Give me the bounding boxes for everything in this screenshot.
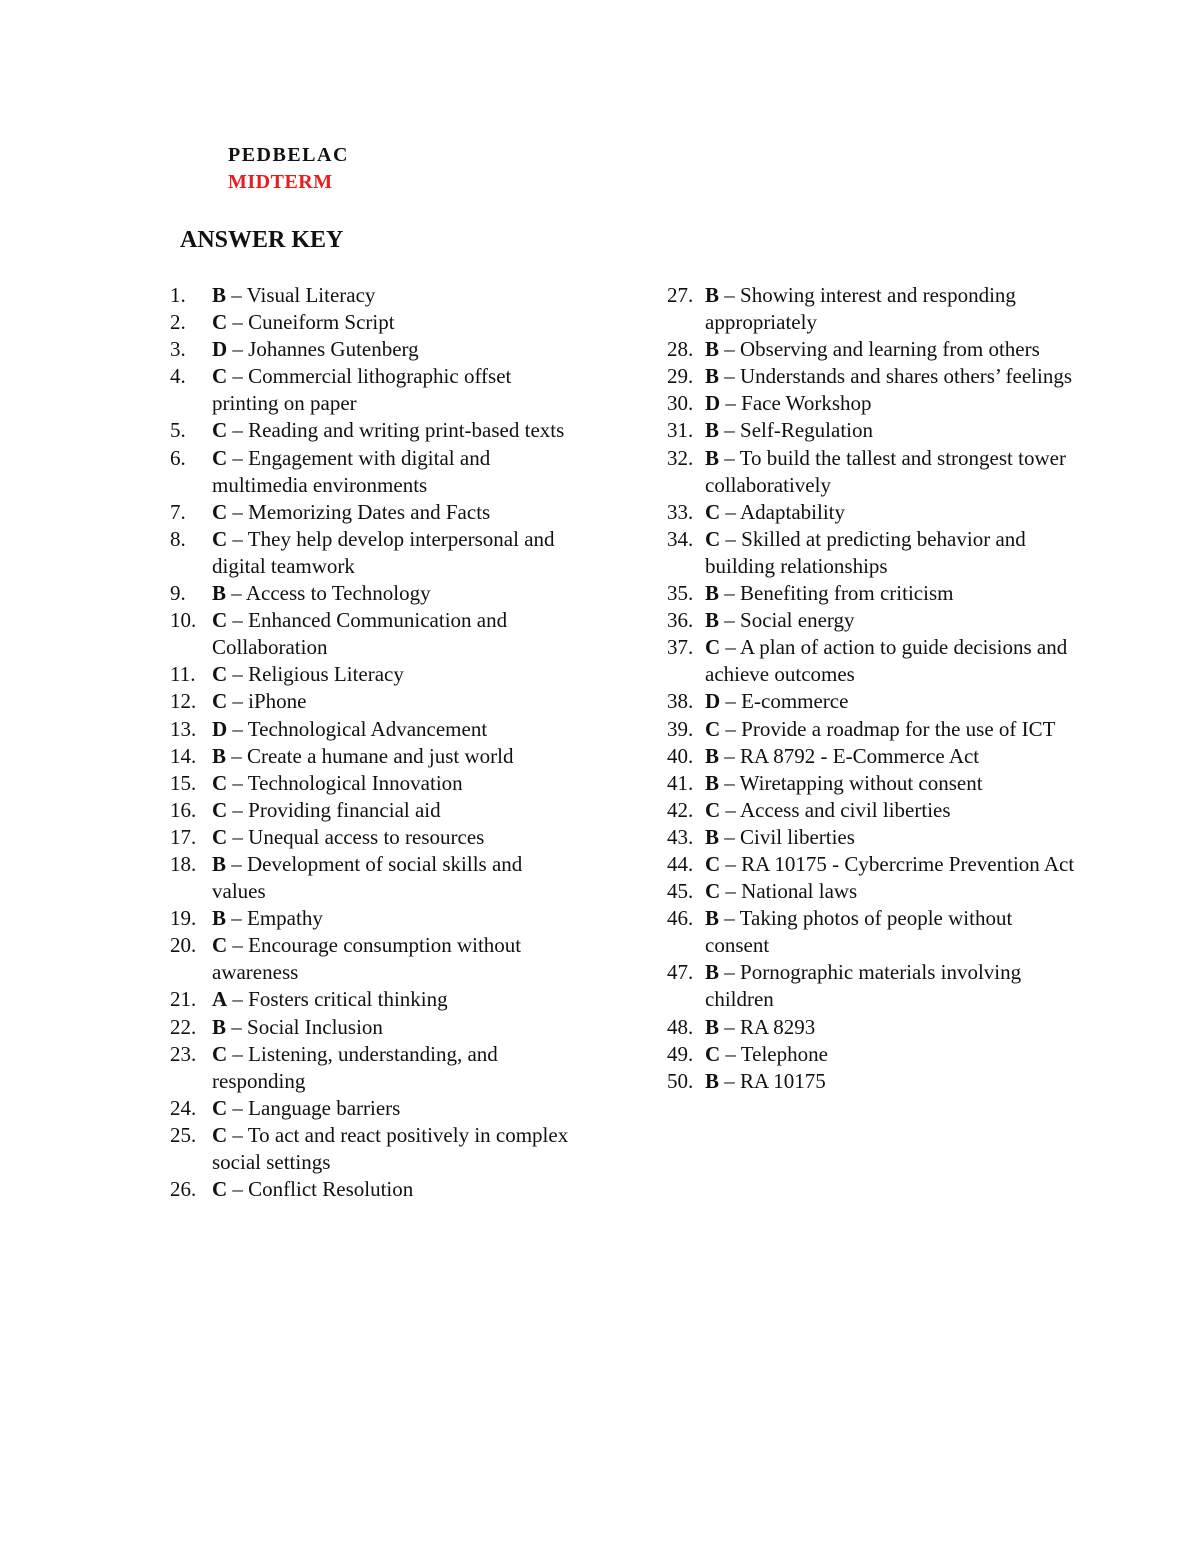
answer-text: – Civil liberties [719,824,855,849]
answer-letter: C [212,1122,228,1147]
answer-number: 49. [667,1041,694,1066]
answer-text: – RA 10175 - Cybercrime Prevention Act [720,851,1075,876]
exam-type: MIDTERM [228,171,333,193]
answer-text: – Reading and writing print-based texts [227,418,565,443]
answer-entry [212,688,580,715]
answer-letter: C [212,608,228,633]
answer-number: 22. [170,1014,197,1039]
answer-entry [212,797,580,824]
answer-text: – Access to Technology [226,581,431,606]
answer-entry [212,499,580,526]
answer-entry [705,417,1077,444]
answer-item [170,526,580,580]
answer-item [170,1041,580,1095]
answer-number: 4. [170,364,186,389]
answer-item [667,878,1077,905]
answer-letter: C [212,364,228,389]
answer-number: 48. [667,1014,694,1039]
answer-item [170,309,580,336]
answer-text: – RA 8293 [719,1014,816,1039]
answer-letter: C [705,797,721,822]
page-title: ANSWER KEY [180,227,344,253]
answer-entry [212,1014,580,1041]
answer-number: 20. [170,933,197,958]
answer-entry [705,336,1077,363]
answer-text: – Create a humane and just world [226,743,514,768]
answer-text: – Fosters critical thinking [227,987,448,1012]
answer-number: 5. [170,418,186,443]
answer-item [667,526,1077,580]
answer-entry [212,445,580,499]
answer-entry [705,716,1077,743]
answer-number: 46. [667,906,694,931]
answer-text: – Engagement with digital and multimedia environments [212,445,491,497]
answer-number: 23. [170,1041,197,1066]
answer-item [667,770,1077,797]
answer-number: 34. [667,526,694,551]
answer-letter: C [705,635,721,660]
answer-text: – Observing and learning from others [719,337,1040,362]
answer-item [170,580,580,607]
answer-text: – Technological Advancement [227,716,488,741]
answer-item [667,634,1077,688]
answer-item [667,716,1077,743]
answer-item [170,688,580,715]
answer-entry [705,282,1077,336]
answer-number: 39. [667,716,694,741]
answer-text: – To act and react positively in complex social settings [212,1122,569,1174]
answer-item [667,580,1077,607]
answer-letter: C [705,879,721,904]
answer-number: 38. [667,689,694,714]
answer-text: – Social Inclusion [226,1014,383,1039]
answer-letter: B [212,851,227,876]
answer-number: 44. [667,851,694,876]
answer-letter: D [705,689,721,714]
answer-number: 27. [667,283,694,307]
answer-number: 10. [170,608,197,633]
answer-number: 18. [170,851,197,876]
answer-letter: C [212,1041,228,1066]
answer-entry [212,282,580,309]
answer-item [170,851,580,905]
answer-item [170,363,580,417]
answer-letter: C [212,770,228,795]
answer-number: 42. [667,797,694,822]
answer-item [667,1041,1077,1068]
answer-text: – Self-Regulation [719,418,873,443]
answer-text: – iPhone [227,689,307,714]
answer-letter: B [705,1014,720,1039]
answer-number: 11. [170,662,196,687]
answer-text: – Wiretapping without consent [719,770,983,795]
answer-item [667,688,1077,715]
answer-item [667,336,1077,363]
answer-letter: C [212,1177,228,1202]
answer-letter: C [705,716,721,741]
answer-letter: C [705,1041,721,1066]
answer-text: – E-commerce [720,689,849,714]
answer-item [170,336,580,363]
answer-text: – Unequal access to resources [227,824,485,849]
answer-entry [705,1014,1077,1041]
answer-entry [212,309,580,336]
course-code: PEDBELAC [228,144,349,166]
answer-letter: C [705,851,721,876]
answer-number: 1. [170,283,186,307]
answer-text: – Provide a roadmap for the use of ICT [720,716,1056,741]
answer-entry [705,526,1077,580]
answer-letter: C [212,526,228,551]
answer-text: – Social energy [719,608,855,633]
answer-text: – Skilled at predicting behavior and building relationships [705,526,1026,578]
answer-letter: A [212,987,228,1012]
answer-text: – Face Workshop [720,391,872,416]
answer-item [170,282,580,309]
answer-item [170,445,580,499]
answer-item [170,824,580,851]
answer-entry [212,1122,580,1176]
answer-letter: C [212,418,228,443]
answer-letter: D [705,391,721,416]
answer-number: 13. [170,716,197,741]
answer-entry [705,580,1077,607]
answer-entry [212,661,580,688]
answer-entry [212,986,580,1013]
answer-letter: B [705,364,720,389]
answer-item [667,1014,1077,1041]
answer-entry [212,417,580,444]
answer-text: – A plan of action to guide decisions and achieve outcomes [705,635,1068,687]
answer-letter: C [212,445,228,470]
answer-letter: B [212,283,227,307]
answer-number: 28. [667,337,694,362]
answer-number: 2. [170,310,186,335]
answer-letter: C [212,933,228,958]
answer-entry [212,932,580,986]
answer-letter: B [705,337,720,362]
answer-letter: B [705,581,720,606]
answer-number: 47. [667,960,694,985]
answer-item [667,1068,1077,1095]
answer-entry [212,851,580,905]
answer-entry [705,688,1077,715]
answer-entry [212,580,580,607]
answer-text: – Memorizing Dates and Facts [227,499,491,524]
answer-text: – Listening, understanding, and responding [212,1041,498,1093]
answer-number: 33. [667,499,694,524]
answer-text: – Empathy [226,906,323,931]
answer-item [170,1014,580,1041]
answer-item [170,607,580,661]
answer-item [170,743,580,770]
answer-text: – Benefiting from criticism [719,581,954,606]
answer-letter: B [705,283,720,307]
answer-letter: D [212,337,228,362]
answer-number: 3. [170,337,186,362]
answer-letter: B [705,743,720,768]
answer-number: 19. [170,906,197,931]
answer-number: 6. [170,445,186,470]
answer-text: – Adaptability [720,499,845,524]
answer-letter: C [212,797,228,822]
answer-entry [212,716,580,743]
answer-text: – National laws [720,879,858,904]
answer-number: 25. [170,1122,197,1147]
answer-entry [705,607,1077,634]
answer-text: – Showing interest and responding appropriately [705,283,1016,335]
answer-number: 21. [170,987,197,1012]
answer-entry [705,1068,1077,1095]
answer-number: 50. [667,1068,694,1093]
answer-entry [212,526,580,580]
answer-letter: B [705,418,720,443]
answer-entry [212,607,580,661]
answer-letter: B [705,445,720,470]
answer-number: 36. [667,608,694,633]
answer-item [667,743,1077,770]
answer-entry [212,905,580,932]
answer-number: 40. [667,743,694,768]
answer-number: 29. [667,364,694,389]
answer-entry [212,1041,580,1095]
answer-text: – Telephone [720,1041,828,1066]
answer-item [667,363,1077,390]
answer-list-right [667,282,1077,1095]
answer-item [170,905,580,932]
answer-entry [705,634,1077,688]
answer-number: 15. [170,770,197,795]
answer-entry [705,499,1077,526]
answer-number: 8. [170,526,186,551]
answer-letter: D [212,716,228,741]
answer-entry [212,770,580,797]
answer-text: – Johannes Gutenberg [227,337,419,362]
answer-letter: B [705,906,720,931]
answer-text: – Development of social skills and values [212,851,523,904]
answer-text: – To build the tallest and strongest tower collaboratively [705,445,1066,497]
answer-item [667,499,1077,526]
answer-item [667,959,1077,1013]
answer-entry [705,1041,1077,1068]
answer-entry [705,445,1077,499]
answer-item [170,661,580,688]
answer-text: – Providing financial aid [227,797,441,822]
answer-item [170,1122,580,1176]
answer-item [667,282,1077,336]
answer-item [170,797,580,824]
answer-item [667,445,1077,499]
answer-letter: C [212,662,228,687]
answer-entry [705,959,1077,1013]
answer-letter: B [705,770,720,795]
answer-text: – Pornographic materials involving children [705,960,1022,1012]
answer-entry [705,851,1077,878]
answer-number: 43. [667,824,694,849]
answer-number: 32. [667,445,694,470]
answer-letter: B [705,608,720,633]
answer-item [170,932,580,986]
answer-entry [212,336,580,363]
answer-entry [212,363,580,417]
answer-text: – Cuneiform Script [227,310,395,335]
answer-item [667,417,1077,444]
answer-letter: C [212,824,228,849]
answer-letter: C [212,689,228,714]
answer-letter: B [705,1068,720,1093]
answer-number: 45. [667,879,694,904]
answer-item [170,986,580,1013]
answer-item [170,770,580,797]
answer-entry [705,743,1077,770]
answer-number: 12. [170,689,197,714]
answer-letter: B [212,743,227,768]
answer-text: – Access and civil liberties [720,797,951,822]
answer-text: – RA 10175 [719,1068,826,1093]
answer-entry [705,390,1077,417]
answer-item [667,824,1077,851]
answer-item [667,851,1077,878]
answer-item [170,417,580,444]
answer-number: 16. [170,797,197,822]
answer-letter: C [705,499,721,524]
answer-letter: B [705,960,720,985]
answer-item [170,1176,580,1203]
answer-item [667,390,1077,417]
answer-text: – Enhanced Communication and Collaboration [212,608,508,660]
answer-number: 30. [667,391,694,416]
answer-item [170,499,580,526]
answer-item [170,716,580,743]
answer-entry [705,363,1077,390]
answer-entry [212,743,580,770]
answer-text: – Understands and shares others’ feelings [719,364,1073,389]
answer-text: – Taking photos of people without consent [705,906,1013,958]
answer-item [667,607,1077,634]
answer-entry [212,824,580,851]
answer-number: 41. [667,770,694,795]
answer-entry [705,905,1077,959]
answer-text: – Technological Innovation [227,770,463,795]
answer-letter: C [212,499,228,524]
answer-text: – Religious Literacy [227,662,404,687]
answer-text: – Visual Literacy [226,283,376,307]
answer-letter: B [212,906,227,931]
answer-text: – Encourage consumption without awareness [212,933,522,985]
answer-entry [212,1176,580,1203]
answer-number: 31. [667,418,694,443]
answer-letter: C [212,1095,228,1120]
answer-number: 35. [667,581,694,606]
answer-entry [705,770,1077,797]
answer-text: – Commercial lithographic offset printing on paper [212,364,512,416]
answer-number: 9. [170,581,186,606]
answer-letter: B [705,824,720,849]
answer-text: – They help develop interpersonal and digital teamwork [212,526,555,578]
answer-number: 37. [667,635,694,660]
answer-item [667,905,1077,959]
answer-letter: C [705,526,721,551]
answer-number: 17. [170,824,197,849]
answer-text: – Language barriers [227,1095,401,1120]
answer-number: 14. [170,743,197,768]
answer-letter: C [212,310,228,335]
answer-letter: B [212,581,227,606]
answer-entry [705,824,1077,851]
answer-entry [705,797,1077,824]
answer-list-left [170,282,580,1203]
answer-text: – RA 8792 - E-Commerce Act [719,743,980,768]
answer-number: 7. [170,499,186,524]
answer-entry [212,1095,580,1122]
answer-item [170,1095,580,1122]
answer-text: – Conflict Resolution [227,1177,414,1202]
answer-letter: B [212,1014,227,1039]
answer-entry [705,878,1077,905]
answer-number: 26. [170,1177,197,1202]
answer-number: 24. [170,1095,197,1120]
answer-item [667,797,1077,824]
